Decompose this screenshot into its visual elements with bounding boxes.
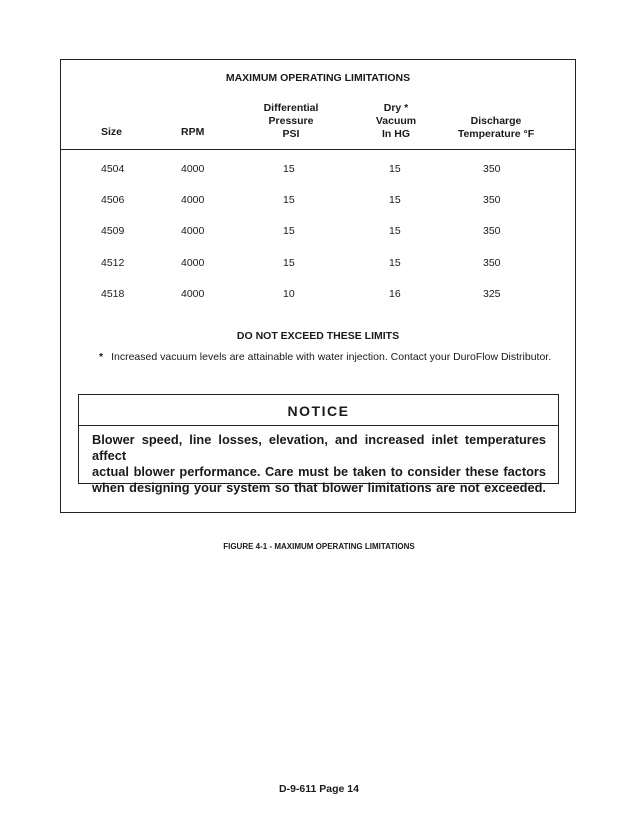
cell-size: 4504: [101, 163, 125, 175]
header-size: Size: [101, 126, 123, 138]
cell-pressure: 15: [283, 257, 295, 269]
cell-temperature: 350: [483, 225, 501, 237]
footnote-text: Increased vacuum levels are attainable with water injection. Contact your DuroFlow Distributor.: [111, 351, 552, 363]
cell-pressure: 15: [283, 225, 295, 237]
cell-temperature: 325: [483, 288, 501, 300]
cell-vacuum: 15: [389, 163, 401, 175]
cell-rpm: 4000: [181, 257, 205, 269]
cell-rpm: 4000: [181, 288, 205, 300]
notice-text: [92, 432, 546, 496]
table-title: MAXIMUM OPERATING LIMITATIONS: [225, 72, 411, 84]
page-footer: D-9-611 Page 14: [279, 783, 359, 795]
cell-vacuum: 15: [389, 225, 401, 237]
cell-temperature: 350: [483, 163, 501, 175]
cell-size: 4518: [101, 288, 125, 300]
cell-size: 4509: [101, 225, 125, 237]
cell-pressure: 15: [283, 163, 295, 175]
cell-size: 4512: [101, 257, 125, 269]
cell-vacuum: 15: [389, 194, 401, 206]
footnote: [99, 351, 551, 363]
notice-line: when designing your system so that blower limitations are not exceeded.: [92, 480, 546, 495]
header-vacuum: Dry * Vacuum In HG: [375, 102, 417, 140]
footnote-marker: *: [99, 351, 104, 363]
cell-size: 4506: [101, 194, 125, 206]
limitations-table-frame: [60, 59, 576, 513]
cell-rpm: 4000: [181, 194, 205, 206]
header-rpm: RPM: [181, 126, 205, 138]
figure-caption: FIGURE 4-1 - MAXIMUM OPERATING LIMITATIONS: [223, 542, 415, 551]
notice-line: Blower speed, line losses, elevation, and increased inlet temperatures affect: [92, 432, 546, 463]
cell-temperature: 350: [483, 257, 501, 269]
cell-temperature: 350: [483, 194, 501, 206]
cell-pressure: 10: [283, 288, 295, 300]
cell-vacuum: 15: [389, 257, 401, 269]
cell-rpm: 4000: [181, 225, 205, 237]
notice-divider: [79, 425, 558, 426]
header-temperature: Discharge Temperature °F: [457, 115, 535, 140]
limits-warning: DO NOT EXCEED THESE LIMITS: [236, 330, 400, 342]
notice-box: [78, 394, 559, 495]
cell-rpm: 4000: [181, 163, 205, 175]
header-pressure: Differential Pressure PSI: [263, 102, 319, 140]
header-separator: [61, 149, 575, 150]
cell-vacuum: 16: [389, 288, 401, 300]
notice-line: actual blower performance. Care must be taken to consider these factors: [92, 464, 546, 479]
cell-pressure: 15: [283, 194, 295, 206]
notice-title: NOTICE: [287, 403, 350, 419]
